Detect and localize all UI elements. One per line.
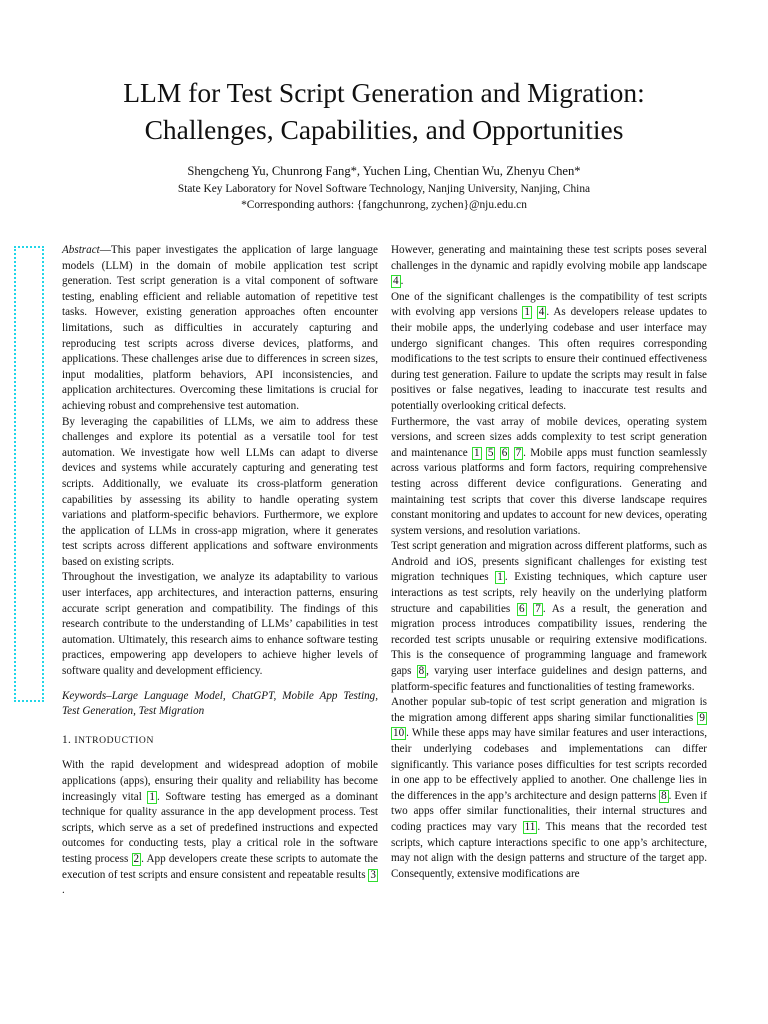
- author-list: Shengcheng Yu, Chunrong Fang*, Yuchen Ling, Chentian Wu, Zhenyu Chen*: [187, 164, 581, 178]
- citation-link[interactable]: 10: [393, 727, 405, 740]
- citation-link[interactable]: 8: [661, 789, 667, 802]
- keywords: Keywords–Large Language Model, ChatGPT, Mobile App Testing, Test Generation, Test Migration: [62, 689, 378, 718]
- intro-paragraph-4: Furthermore, the vast array of mobile devices, operating system versions, and screen sizes adds complexity to test script generation and maintenance 1 5 6 7 . Mobile apps must function seamlessly across various platforms and form factors, requiring comprehensive testing across different device configurations. Generating and maintaining test scripts that cover this diverse landscape requires constant monitoring and updates to account for new devices, operating system versions, and resolution variations.: [391, 415, 708, 537]
- citation-link[interactable]: 4: [393, 275, 399, 288]
- title-line-2: Challenges, Capabilities, and Opportunities: [144, 114, 624, 145]
- intro-paragraph-5: Test script generation and migration across different platforms, such as Android and iOS, presents significant challenges for existing test migration techniques 1 . Existing techniques, which capture user interactions as test scripts, rely heavily on the underlying platform structure and capabilities 6 7 . As a result, the generation and migration process introduces compatibility issues, rendering the recorded test scripts unusable or requiring extensive modifications. This is the consequence of programming language and framework gaps 8 , varying user interface guidelines and design patterns, and platform-specific features and functionalities of testing frameworks.: [391, 540, 708, 693]
- citation-link[interactable]: 7: [515, 446, 522, 459]
- right-column: [391, 243, 707, 882]
- citation-link[interactable]: 2: [133, 852, 140, 865]
- paper-title: [0, 74, 768, 148]
- abstract-paragraph-2: By leveraging the capabilities of LLMs, we aim to address these challenges and explore its potential as a versatile tool for test automation. We investigate how well LLMs can adapt to diverse devices and systems while accurately capturing and generating test scripts. Additionally, we evaluate its cross-platform generation capabilities by assessing its ability to handle operating system variations and platform-specific behaviors. Furthermore, we explore the application of LLMs in cross-app migration, where it generates test scripts across different applications and software environments based on existing scripts.: [62, 415, 378, 568]
- section-heading-introduction: [62, 733, 378, 749]
- abstract-paragraph-3: Throughout the investigation, we analyze its adaptability to various user interfaces, app architectures, and interaction patterns, ensuring accurate script generation and compatibility. The findings of this research contribute to the understanding of LLMs’ capabilities in test automation. Ultimately, this research aims to enhance software testing practices, empowering app developers to achieve higher levels of software quality and development efficiency.: [62, 571, 378, 678]
- citation-link[interactable]: 4: [538, 306, 545, 319]
- section-number: 1.: [62, 733, 72, 746]
- citation-link[interactable]: 5: [487, 446, 494, 459]
- citation-link[interactable]: 7: [535, 602, 541, 615]
- intro-paragraph-3: One of the significant challenges is the compatibility of test scripts with evolving app versions 1 4 . As developers release updates to their mobile apps, the underlying codebase and user interface may undergo significant changes. This often requires corresponding modifications to the test scripts to ensure their continued effectiveness during test generation. Failure to update the scripts may result in false positives or false negatives, leading to inaccurate test results and potentially overlooking critical defects.: [391, 290, 707, 412]
- section-title: INTRODUCTION: [74, 734, 154, 746]
- affiliation: State Key Laboratory for Novel Software Technology, Nanjing University, Nanjing, China: [177, 183, 591, 195]
- citation-link[interactable]: 1: [149, 790, 155, 803]
- citation-link[interactable]: 1: [524, 306, 530, 319]
- title-line-1: LLM for Test Script Generation and Migration:: [123, 77, 645, 108]
- citation-link[interactable]: 1: [497, 571, 503, 584]
- intro-paragraph-2: However, generating and maintaining these test scripts poses several challenges in the dynamic and rapidly evolving mobile app landscape 4 .: [391, 244, 707, 288]
- citation-link[interactable]: 3: [370, 868, 376, 881]
- left-column: [62, 243, 378, 899]
- keywords-label: Keywords: [62, 689, 107, 702]
- arxiv-identifier-box: [14, 246, 44, 702]
- intro-paragraph-6: Another popular sub-topic of test script generation and migration is the migration among different apps sharing similar functionalities 9 10 . While these apps may have similar features and user interactions, their underlying codebases and implementations can differ significantly. This variance poses difficulties for test scripts recorded in one app to be effectively applied to another. One challenge lies in the differences in the app’s architecture and design patterns 8 . Even if two apps offer similar functionalities, their internal structures and coding practices may vary 11 . This means that the recorded test scripts, which capture interactions specific to one app’s architecture, may not align with the design patterns and structure of the target app. Consequently, extensive modifications are: [391, 696, 707, 880]
- citation-link[interactable]: 6: [501, 446, 508, 459]
- intro-paragraph-1: With the rapid development and widespread adoption of mobile applications (apps), ensuring their quality and reliability has become increasingly vital 1 . Software testing has emerged as a dominant technique for quality assurance in the app development process. Test scripts, which serve as a set of predefined instructions and expected outcomes for conducting tests, play a critical role in the software testing process 2 . App developers create these scripts to automate the execution of test scripts and ensure consistent and repeatable results 3.: [62, 759, 378, 897]
- citation-link[interactable]: 9: [699, 711, 705, 724]
- citation-link[interactable]: 6: [518, 602, 525, 615]
- citation-link[interactable]: 8: [418, 665, 425, 678]
- abstract-label: Abstract: [62, 244, 100, 256]
- corresponding-authors: *Corresponding authors: {fangchunrong, zychen}@nju.edu.cn: [241, 199, 527, 211]
- citation-link[interactable]: 1: [473, 446, 480, 459]
- abstract-paragraph-1: Abstract—This paper investigates the application of large language models (LLM) in the domain of mobile application test script generation. Test script generation is a vital component of software testing, enabling efficient and reliable automation of repetitive test tasks. However, existing generation approaches often encounter limitations, such as difficulties in accurately capturing and reproducing test scripts across diverse devices, platforms, and applications. These challenges arise due to differences in screen sizes, input modalities, platform behaviors, API inconsistencies, and application architectures. Overcoming these limitations is crucial for achieving robust and comprehensive test automation.: [62, 244, 378, 412]
- citation-link[interactable]: 11: [524, 820, 536, 833]
